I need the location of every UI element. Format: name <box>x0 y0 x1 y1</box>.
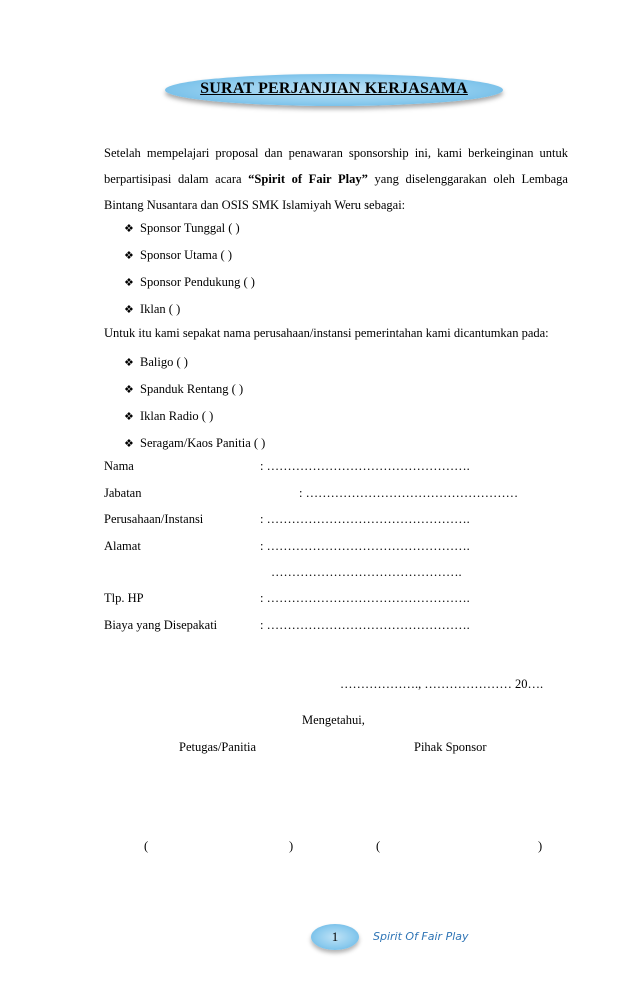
date-line: ………………., ………………… 20…. <box>340 677 544 691</box>
placement-option-spanduk <box>124 379 243 399</box>
placement-option-seragam <box>124 433 265 453</box>
event-name: “Spirit of Fair Play” <box>248 172 368 186</box>
field-label-alamat: Alamat <box>104 539 141 553</box>
mengetahui-label: Mengetahui, <box>302 713 365 727</box>
diamond-bullet-icon: ❖ <box>124 411 134 423</box>
signatory-left-title: Petugas/Panitia <box>179 740 257 754</box>
intro-line-2-pre: berpartisipasi dalam acara <box>104 172 249 186</box>
field-value-telepon: : …………………………………………. <box>260 591 470 605</box>
diamond-bullet-icon: ❖ <box>124 304 134 316</box>
field-value-alamat: : …………………………………………. <box>260 539 470 553</box>
signature-left-open-paren: ( <box>144 839 149 853</box>
placement-option-radio <box>124 406 213 426</box>
intro-line-2 <box>104 166 568 192</box>
sponsor-option-utama <box>124 245 232 265</box>
field-value-biaya: : …………………………………………. <box>260 618 470 632</box>
placement-option-label: Baligo ( ) <box>140 355 188 369</box>
placement-option-baligo <box>124 352 188 372</box>
placement-intro: Untuk itu kami sepakat nama perusahaan/instansi pemerintahan kami dicantumkan pada: <box>104 326 549 340</box>
intro-line-1: Setelah mempelajari proposal dan penawaran sponsorship ini, kami berkeinginan untuk <box>104 146 568 160</box>
sponsor-option-label: Iklan ( ) <box>140 302 181 316</box>
placement-option-label: Iklan Radio ( ) <box>140 409 214 423</box>
field-value-jabatan: : …………………………………………… <box>299 486 519 500</box>
field-label-jabatan: Jabatan <box>104 486 142 500</box>
field-label-biaya: Biaya yang Disepakati <box>104 618 218 632</box>
field-value-alamat-line2: ………………………………………. <box>271 565 462 579</box>
diamond-bullet-icon: ❖ <box>124 384 134 396</box>
sponsor-option-pendukung <box>124 272 255 292</box>
sponsor-option-label: Sponsor Pendukung ( ) <box>140 275 255 289</box>
placement-option-label: Seragam/Kaos Panitia ( ) <box>140 436 266 450</box>
document-title: SURAT PERJANJIAN KERJASAMA <box>200 80 468 97</box>
footer-title: Spirit Of Fair Play <box>373 930 469 943</box>
signatory-right-title: Pihak Sponsor <box>414 740 487 754</box>
diamond-bullet-icon: ❖ <box>124 250 134 262</box>
signature-right-open-paren: ( <box>376 839 381 853</box>
sponsor-option-tunggal <box>124 218 240 238</box>
diamond-bullet-icon: ❖ <box>124 438 134 450</box>
signature-right-close-paren: ) <box>538 839 543 853</box>
sponsor-option-label: Sponsor Tunggal ( ) <box>140 221 240 235</box>
sponsor-option-label: Sponsor Utama ( ) <box>140 248 232 262</box>
field-value-nama: : …………………………………………. <box>260 459 470 473</box>
signature-left-close-paren: ) <box>289 839 294 853</box>
intro-line-2-post: yang diselenggarakan oleh Lembaga <box>367 172 568 186</box>
placement-option-label: Spanduk Rentang ( ) <box>140 382 244 396</box>
diamond-bullet-icon: ❖ <box>124 357 134 369</box>
intro-paragraph <box>104 140 568 218</box>
field-label-perusahaan: Perusahaan/Instansi <box>104 512 204 526</box>
field-value-perusahaan: : …………………………………………. <box>260 512 470 526</box>
field-label-telepon: Tlp. HP <box>104 591 144 605</box>
sponsor-option-iklan <box>124 299 180 319</box>
intro-line-3: Bintang Nusantara dan OSIS SMK Islamiyah Weru sebagai: <box>104 198 406 212</box>
diamond-bullet-icon: ❖ <box>124 277 134 289</box>
page-number-badge: 1 <box>311 924 359 950</box>
diamond-bullet-icon: ❖ <box>124 223 134 235</box>
field-label-nama: Nama <box>104 459 134 473</box>
